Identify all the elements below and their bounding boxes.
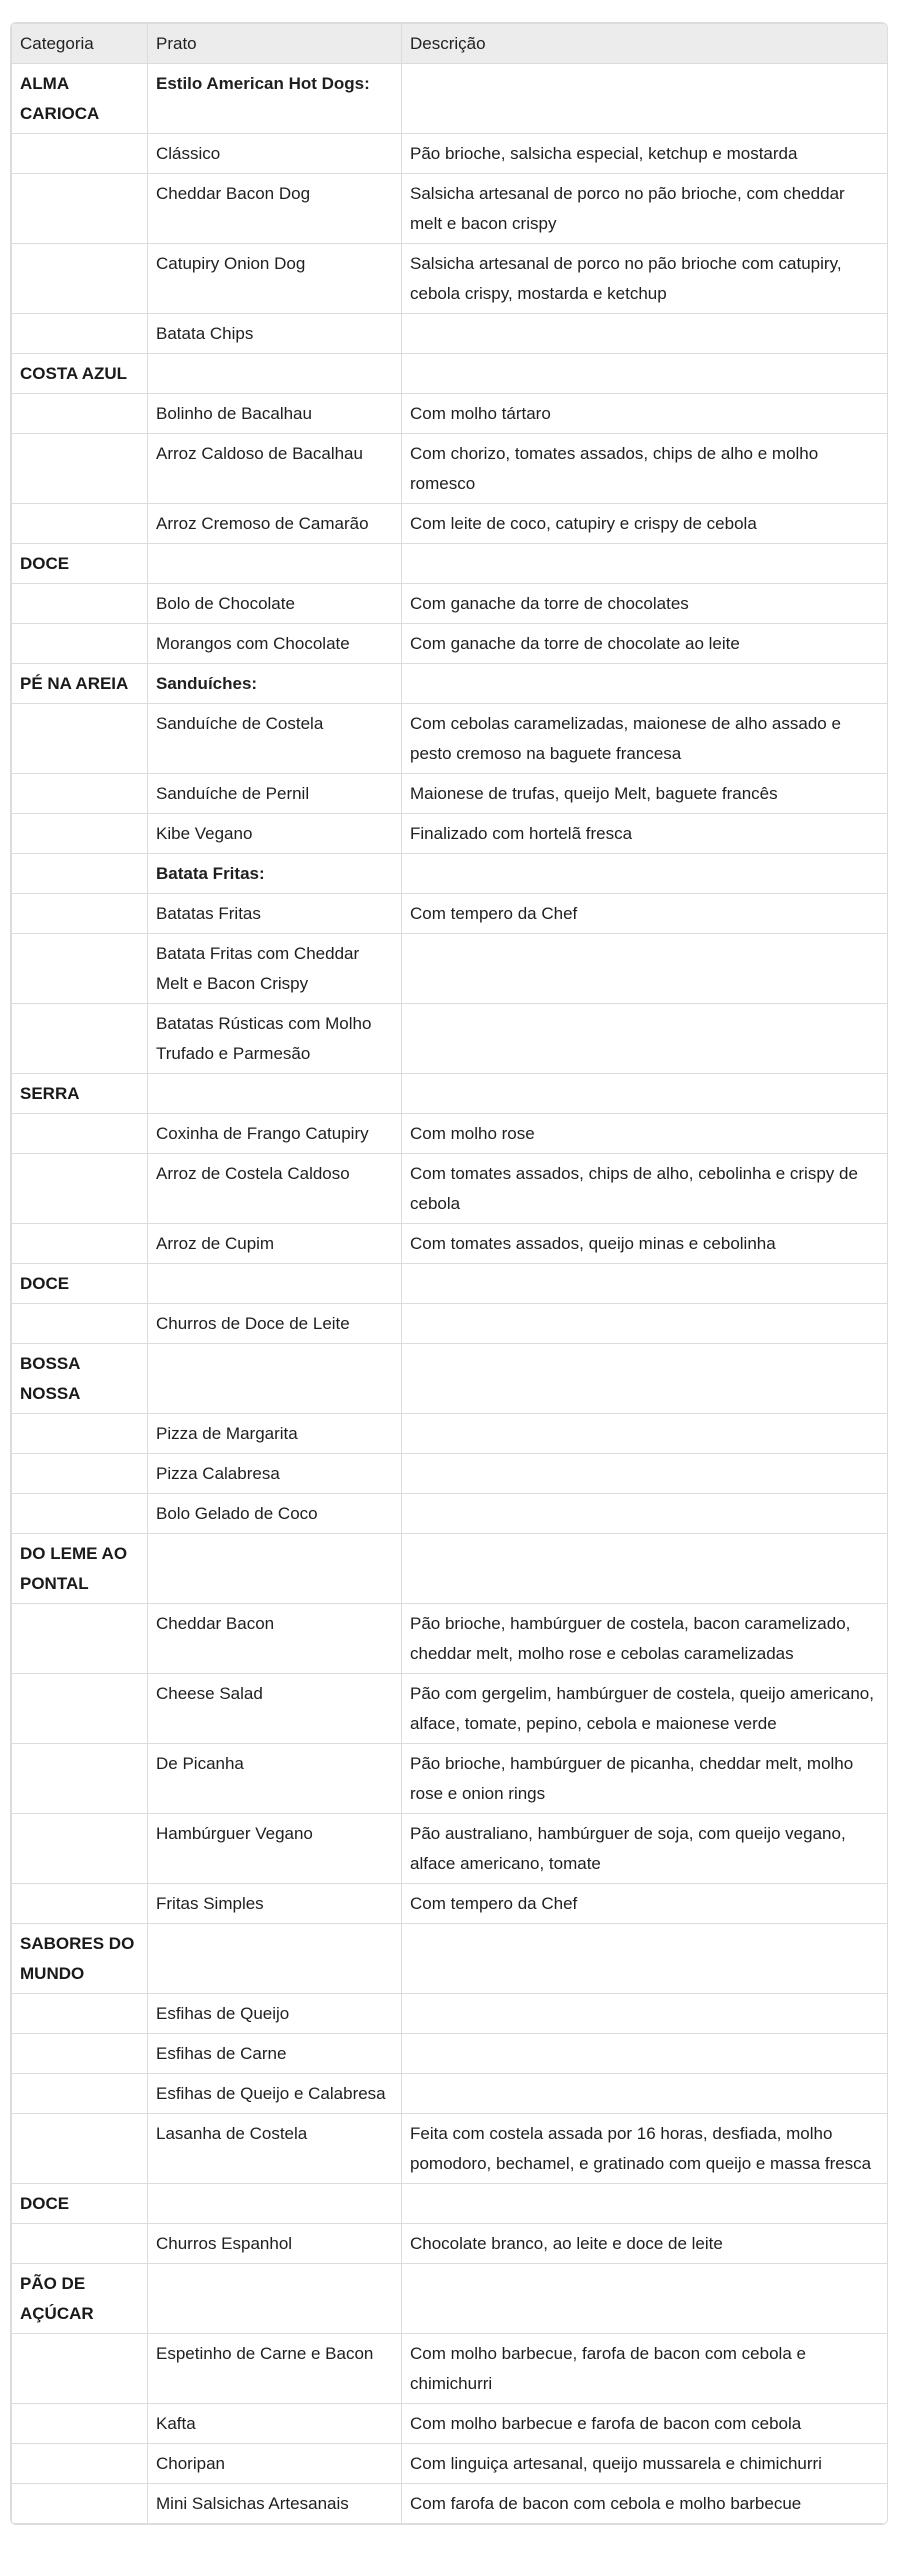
cell-categoria: [12, 1604, 148, 1674]
table-row: [12, 1004, 889, 1074]
cell-categoria: [12, 2114, 148, 2184]
table-row: [12, 544, 889, 584]
cell-categoria: [12, 894, 148, 934]
cell-categoria: [12, 394, 148, 434]
menu-table: [11, 23, 888, 2524]
cell-prato: Batata Fritas com Cheddar Melt e Bacon Crispy: [148, 934, 402, 1004]
cell-categoria: [12, 584, 148, 624]
cell-prato: [148, 1344, 402, 1414]
cell-descricao: Com tomates assados, chips de alho, cebolinha e crispy de cebola: [402, 1154, 889, 1224]
cell-descricao: Com ganache da torre de chocolates: [402, 584, 889, 624]
cell-categoria: [12, 1884, 148, 1924]
cell-prato: Cheddar Bacon: [148, 1604, 402, 1674]
cell-prato: Bolo de Chocolate: [148, 584, 402, 624]
cell-prato: Churros Espanhol: [148, 2224, 402, 2264]
cell-categoria: [12, 1224, 148, 1264]
table-row: [12, 244, 889, 314]
cell-prato: [148, 2264, 402, 2334]
table-body: [12, 64, 889, 2524]
cell-categoria: COSTA AZUL: [12, 354, 148, 394]
cell-prato: [148, 354, 402, 394]
table-row: [12, 1344, 889, 1414]
cell-descricao: Com linguiça artesanal, queijo mussarela e chimichurri: [402, 2444, 889, 2484]
cell-categoria: [12, 1494, 148, 1534]
table-row: [12, 814, 889, 854]
cell-descricao: [402, 2264, 889, 2334]
cell-prato: Estilo American Hot Dogs:: [148, 64, 402, 134]
table-row: [12, 1264, 889, 1304]
cell-prato: Espetinho de Carne e Bacon: [148, 2334, 402, 2404]
cell-descricao: [402, 314, 889, 354]
cell-prato: Bolinho de Bacalhau: [148, 394, 402, 434]
table-row: [12, 1674, 889, 1744]
cell-descricao: Com tempero da Chef: [402, 894, 889, 934]
cell-descricao: [402, 1264, 889, 1304]
cell-prato: Arroz de Costela Caldoso: [148, 1154, 402, 1224]
cell-descricao: Com molho tártaro: [402, 394, 889, 434]
cell-prato: Morangos com Chocolate: [148, 624, 402, 664]
cell-prato: De Picanha: [148, 1744, 402, 1814]
cell-prato: Churros de Doce de Leite: [148, 1304, 402, 1344]
cell-descricao: [402, 854, 889, 894]
header-descricao: Descrição: [402, 24, 889, 64]
cell-prato: Mini Salsichas Artesanais: [148, 2484, 402, 2524]
cell-prato: Choripan: [148, 2444, 402, 2484]
cell-categoria: BOSSA NOSSA: [12, 1344, 148, 1414]
cell-prato: Catupiry Onion Dog: [148, 244, 402, 314]
table-row: [12, 1884, 889, 1924]
cell-categoria: [12, 2484, 148, 2524]
table-row: [12, 1994, 889, 2034]
table-row: [12, 354, 889, 394]
menu-table-container: [10, 22, 888, 2525]
cell-categoria: [12, 2224, 148, 2264]
cell-categoria: [12, 504, 148, 544]
cell-categoria: [12, 2334, 148, 2404]
cell-categoria: [12, 774, 148, 814]
cell-descricao: [402, 1494, 889, 1534]
cell-descricao: Com leite de coco, catupiry e crispy de cebola: [402, 504, 889, 544]
table-row: [12, 504, 889, 544]
table-row: [12, 1154, 889, 1224]
table-row: [12, 1924, 889, 1994]
cell-descricao: Pão brioche, hambúrguer de costela, bacon caramelizado, cheddar melt, molho rose e cebolas caramelizadas: [402, 1604, 889, 1674]
header-prato: Prato: [148, 24, 402, 64]
cell-categoria: DOCE: [12, 2184, 148, 2224]
cell-prato: Bolo Gelado de Coco: [148, 1494, 402, 1534]
table-row: [12, 1604, 889, 1674]
cell-prato: Arroz Caldoso de Bacalhau: [148, 434, 402, 504]
cell-descricao: [402, 1414, 889, 1454]
cell-descricao: [402, 1924, 889, 1994]
cell-descricao: Feita com costela assada por 16 horas, desfiada, molho pomodoro, bechamel, e gratinado com queijo e massa fresca: [402, 2114, 889, 2184]
table-row: [12, 854, 889, 894]
cell-prato: Clássico: [148, 134, 402, 174]
table-row: [12, 664, 889, 704]
cell-prato: [148, 1074, 402, 1114]
cell-descricao: [402, 64, 889, 134]
cell-descricao: [402, 2034, 889, 2074]
cell-descricao: Com ganache da torre de chocolate ao leite: [402, 624, 889, 664]
cell-categoria: [12, 934, 148, 1004]
table-row: [12, 1414, 889, 1454]
table-row: [12, 2114, 889, 2184]
table-row: [12, 174, 889, 244]
cell-prato: Batata Chips: [148, 314, 402, 354]
cell-categoria: SABORES DO MUNDO: [12, 1924, 148, 1994]
cell-descricao: [402, 354, 889, 394]
cell-categoria: [12, 1744, 148, 1814]
cell-descricao: Pão brioche, hambúrguer de picanha, cheddar melt, molho rose e onion rings: [402, 1744, 889, 1814]
cell-descricao: Com molho barbecue e farofa de bacon com cebola: [402, 2404, 889, 2444]
table-row: [12, 2264, 889, 2334]
header-categoria: Categoria: [12, 24, 148, 64]
cell-descricao: Finalizado com hortelã fresca: [402, 814, 889, 854]
cell-prato: Coxinha de Frango Catupiry: [148, 1114, 402, 1154]
cell-prato: Cheese Salad: [148, 1674, 402, 1744]
cell-descricao: Maionese de trufas, queijo Melt, baguete francês: [402, 774, 889, 814]
cell-categoria: [12, 854, 148, 894]
cell-categoria: [12, 624, 148, 664]
cell-categoria: DOCE: [12, 544, 148, 584]
table-row: [12, 2184, 889, 2224]
cell-prato: Fritas Simples: [148, 1884, 402, 1924]
cell-descricao: Com farofa de bacon com cebola e molho barbecue: [402, 2484, 889, 2524]
cell-prato: Sanduíche de Pernil: [148, 774, 402, 814]
cell-prato: [148, 2184, 402, 2224]
cell-descricao: [402, 664, 889, 704]
cell-categoria: [12, 704, 148, 774]
cell-descricao: [402, 1074, 889, 1114]
table-row: [12, 1304, 889, 1344]
cell-categoria: SERRA: [12, 1074, 148, 1114]
cell-descricao: Com chorizo, tomates assados, chips de alho e molho romesco: [402, 434, 889, 504]
cell-descricao: Pão brioche, salsicha especial, ketchup e mostarda: [402, 134, 889, 174]
cell-prato: [148, 1534, 402, 1604]
table-row: [12, 434, 889, 504]
table-row: [12, 624, 889, 664]
cell-prato: Batatas Fritas: [148, 894, 402, 934]
cell-descricao: Chocolate branco, ao leite e doce de leite: [402, 2224, 889, 2264]
header-row: [12, 24, 889, 64]
cell-descricao: [402, 1994, 889, 2034]
table-row: [12, 1814, 889, 1884]
cell-descricao: Pão com gergelim, hambúrguer de costela, queijo americano, alface, tomate, pepino, cebola e maionese verde: [402, 1674, 889, 1744]
cell-prato: Esfihas de Queijo: [148, 1994, 402, 2034]
cell-descricao: Com tempero da Chef: [402, 1884, 889, 1924]
cell-categoria: [12, 1304, 148, 1344]
cell-descricao: [402, 1304, 889, 1344]
table-row: [12, 134, 889, 174]
cell-prato: Pizza de Margarita: [148, 1414, 402, 1454]
cell-prato: Lasanha de Costela: [148, 2114, 402, 2184]
cell-categoria: [12, 2074, 148, 2114]
cell-prato: Sanduíches:: [148, 664, 402, 704]
table-header: [12, 24, 889, 64]
cell-descricao: Com cebolas caramelizadas, maionese de alho assado e pesto cremoso na baguete francesa: [402, 704, 889, 774]
cell-descricao: Com molho barbecue, farofa de bacon com cebola e chimichurri: [402, 2334, 889, 2404]
cell-prato: [148, 1924, 402, 1994]
cell-categoria: [12, 1114, 148, 1154]
cell-descricao: [402, 2184, 889, 2224]
cell-categoria: [12, 244, 148, 314]
cell-categoria: [12, 1674, 148, 1744]
table-row: [12, 2484, 889, 2524]
cell-categoria: DOCE: [12, 1264, 148, 1304]
cell-categoria: PÃO DE AÇÚCAR: [12, 2264, 148, 2334]
table-row: [12, 704, 889, 774]
cell-descricao: [402, 1004, 889, 1074]
table-row: [12, 64, 889, 134]
cell-descricao: Pão australiano, hambúrguer de soja, com queijo vegano, alface americano, tomate: [402, 1814, 889, 1884]
cell-descricao: Com molho rose: [402, 1114, 889, 1154]
cell-prato: Esfihas de Carne: [148, 2034, 402, 2074]
table-row: [12, 394, 889, 434]
table-row: [12, 2034, 889, 2074]
table-row: [12, 1454, 889, 1494]
cell-categoria: [12, 1154, 148, 1224]
table-row: [12, 1074, 889, 1114]
cell-categoria: PÉ NA AREIA: [12, 664, 148, 704]
table-row: [12, 2334, 889, 2404]
menu-table-frame: [10, 22, 888, 2525]
cell-prato: Kafta: [148, 2404, 402, 2444]
cell-categoria: [12, 314, 148, 354]
cell-prato: Esfihas de Queijo e Calabresa: [148, 2074, 402, 2114]
cell-categoria: [12, 1814, 148, 1884]
cell-descricao: [402, 934, 889, 1004]
cell-prato: [148, 544, 402, 584]
cell-categoria: [12, 1994, 148, 2034]
cell-prato: Hambúrguer Vegano: [148, 1814, 402, 1884]
table-row: [12, 774, 889, 814]
cell-prato: Pizza Calabresa: [148, 1454, 402, 1494]
cell-categoria: ALMA CARIOCA: [12, 64, 148, 134]
cell-descricao: [402, 1344, 889, 1414]
table-row: [12, 1494, 889, 1534]
table-row: [12, 2074, 889, 2114]
cell-prato: Sanduíche de Costela: [148, 704, 402, 774]
cell-descricao: Com tomates assados, queijo minas e cebolinha: [402, 1224, 889, 1264]
cell-descricao: [402, 1534, 889, 1604]
table-row: [12, 934, 889, 1004]
table-row: [12, 1114, 889, 1154]
table-row: [12, 1534, 889, 1604]
cell-categoria: [12, 134, 148, 174]
cell-descricao: [402, 544, 889, 584]
cell-prato: [148, 1264, 402, 1304]
table-row: [12, 2224, 889, 2264]
cell-descricao: [402, 2074, 889, 2114]
table-row: [12, 1744, 889, 1814]
cell-prato: Arroz de Cupim: [148, 1224, 402, 1264]
cell-categoria: [12, 2034, 148, 2074]
table-row: [12, 2444, 889, 2484]
cell-categoria: [12, 434, 148, 504]
table-row: [12, 1224, 889, 1264]
cell-prato: Batata Fritas:: [148, 854, 402, 894]
table-row: [12, 584, 889, 624]
cell-categoria: [12, 2444, 148, 2484]
cell-categoria: [12, 814, 148, 854]
cell-descricao: Salsicha artesanal de porco no pão brioche com catupiry, cebola crispy, mostarda e ketchup: [402, 244, 889, 314]
cell-categoria: DO LEME AO PONTAL: [12, 1534, 148, 1604]
table-row: [12, 314, 889, 354]
cell-descricao: [402, 1454, 889, 1494]
cell-categoria: [12, 2404, 148, 2444]
cell-prato: Arroz Cremoso de Camarão: [148, 504, 402, 544]
table-row: [12, 2404, 889, 2444]
cell-prato: Cheddar Bacon Dog: [148, 174, 402, 244]
cell-categoria: [12, 174, 148, 244]
cell-categoria: [12, 1454, 148, 1494]
cell-descricao: Salsicha artesanal de porco no pão brioche, com cheddar melt e bacon crispy: [402, 174, 889, 244]
cell-prato: Kibe Vegano: [148, 814, 402, 854]
cell-prato: Batatas Rústicas com Molho Trufado e Parmesão: [148, 1004, 402, 1074]
cell-categoria: [12, 1414, 148, 1454]
cell-categoria: [12, 1004, 148, 1074]
table-row: [12, 894, 889, 934]
